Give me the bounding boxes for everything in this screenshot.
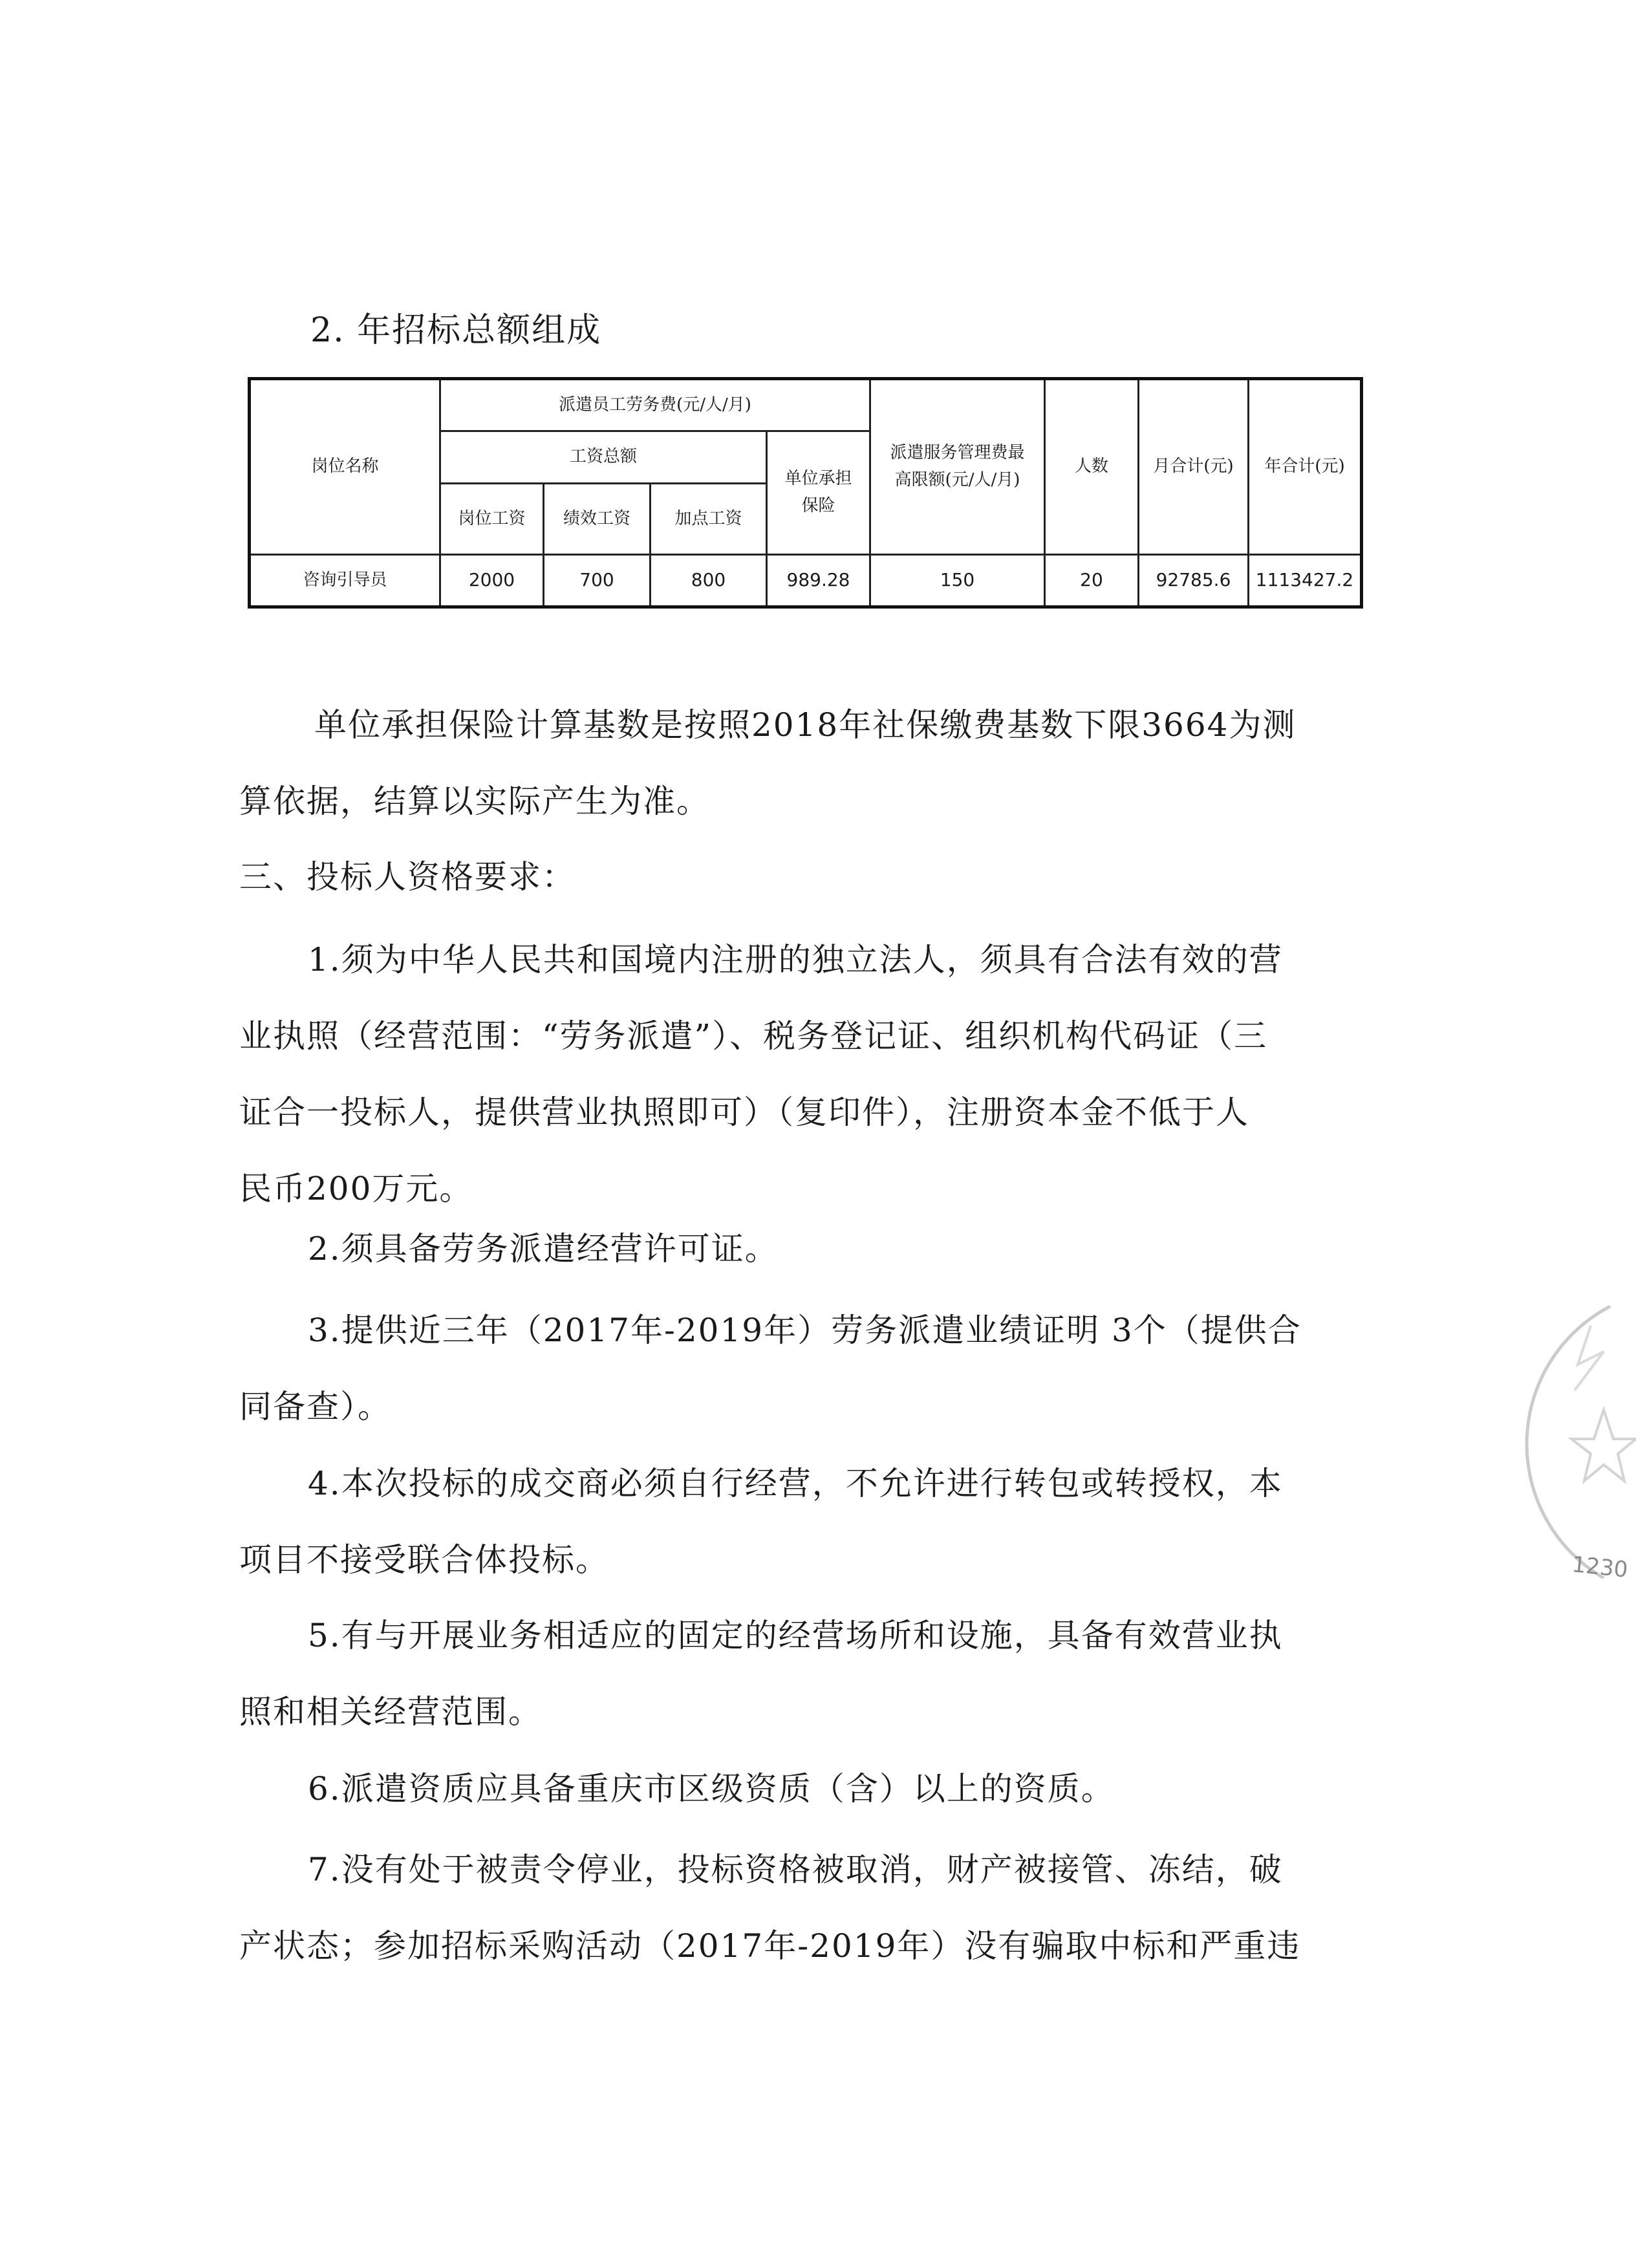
header-annual-total: 年合计(元) — [1249, 379, 1362, 555]
requirement-1-line-2: 业执照（经营范围：“劳务派遣”）、税务登记证、组织机构代码证（三 — [239, 1017, 1268, 1055]
stamp-fragment — [1507, 1287, 1636, 1597]
requirement-1-line-4: 民币200万元。 — [239, 1170, 473, 1207]
cell-headcount: 20 — [1045, 554, 1139, 607]
insurance-note-paragraph — [239, 687, 1377, 839]
cell-performance-wage: 700 — [544, 554, 651, 607]
requirement-7 — [239, 1831, 1377, 1984]
header-mgmt-fee — [870, 379, 1045, 555]
section-three-heading-text: 三、投标人资格要求： — [239, 858, 576, 896]
requirement-5 — [239, 1597, 1377, 1750]
table-header-row-1 — [250, 379, 1362, 431]
requirement-6-line-1: 6.派遣资质应具备重庆市区级资质（含）以上的资质。 — [308, 1770, 1115, 1808]
requirement-1-line-1: 1.须为中华人民共和国境内注册的独立法人，须具有合法有效的营 — [308, 941, 1283, 978]
requirement-3-line-1: 3.提供近三年（2017年-2019年）劳务派遣业绩证明 3个（提供合 — [308, 1312, 1302, 1349]
header-unit-insurance-text: 单位承担保险 — [784, 469, 852, 515]
requirement-5-line-2: 照和相关经营范围。 — [239, 1693, 542, 1731]
table-row — [250, 554, 1362, 607]
requirement-3-line-2: 同备查）。 — [239, 1388, 391, 1425]
requirement-1 — [239, 922, 1377, 1227]
header-mgmt-fee-text: 派遣服务管理费最高限额(元/人/月) — [890, 443, 1025, 490]
fee-table-container — [248, 377, 1360, 609]
cell-mgmt-fee: 150 — [870, 554, 1045, 607]
stamp-number-text: 1230 — [1571, 1551, 1630, 1583]
fee-table — [248, 377, 1363, 609]
insurance-note-line-1: 单位承担保险计算基数是按照2018年社保缴费基数下限3664为测 — [314, 706, 1297, 744]
cell-annual-total: 1113427.2 — [1249, 554, 1362, 607]
header-post-wage: 岗位工资 — [440, 484, 544, 555]
cell-unit-insurance: 989.28 — [767, 554, 870, 607]
requirement-4 — [239, 1445, 1377, 1598]
header-headcount: 人数 — [1045, 379, 1139, 555]
requirement-3 — [239, 1292, 1377, 1445]
requirement-2 — [239, 1211, 1377, 1287]
header-wage-total-group: 工资总额 — [440, 431, 767, 484]
cell-position-name: 咨询引导员 — [250, 554, 440, 607]
requirement-4-line-1: 4.本次投标的成交商必须自行经营，不允许进行转包或转授权，本 — [308, 1465, 1283, 1502]
section-heading: 2. 年招标总额组成 — [310, 311, 602, 350]
requirement-1-line-3: 证合一投标人，提供营业执照即可）（复印件），注册资本金不低于人 — [239, 1094, 1249, 1131]
header-performance-wage: 绩效工资 — [544, 484, 651, 555]
requirement-5-line-1: 5.有与开展业务相适应的固定的经营场所和设施，具备有效营业执 — [308, 1617, 1283, 1654]
header-extra-wage: 加点工资 — [651, 484, 767, 555]
cell-extra-wage: 800 — [651, 554, 767, 607]
requirement-7-line-1: 7.没有处于被责令停业，投标资格被取消，财产被接管、冻结，破 — [308, 1851, 1283, 1888]
header-unit-insurance — [767, 431, 870, 555]
requirement-6 — [239, 1751, 1377, 1827]
cell-post-wage: 2000 — [440, 554, 544, 607]
header-labor-fee-group: 派遣员工劳务费(元/人/月) — [440, 379, 870, 431]
requirement-4-line-2: 项目不接受联合体投标。 — [239, 1541, 609, 1579]
header-monthly-total: 月合计(元) — [1139, 379, 1249, 555]
header-position-name: 岗位名称 — [250, 379, 440, 555]
section-three-heading — [239, 839, 1377, 915]
insurance-note-line-2: 算依据，结算以实际产生为准。 — [239, 783, 710, 820]
requirement-7-line-2: 产状态；参加招标采购活动（2017年-2019年）没有骗取中标和严重违 — [239, 1927, 1301, 1965]
cell-monthly-total: 92785.6 — [1139, 554, 1249, 607]
requirement-2-line-1: 2.须具备劳务派遣经营许可证。 — [308, 1230, 779, 1268]
